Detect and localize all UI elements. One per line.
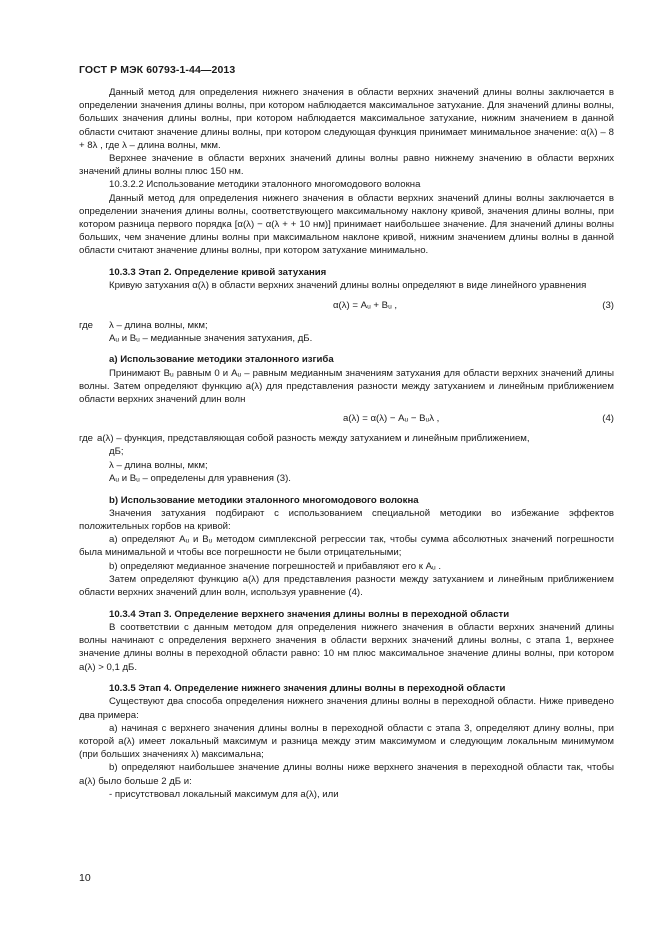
heading-10-3-3: 10.3.3 Этап 2. Определение кривой затухания <box>109 267 327 279</box>
where-item-lambda: λ – длина волны, мкм; <box>109 459 208 471</box>
where-item-au-bu-defined: Aᵤ и Bᵤ – определены для уравнения (3). <box>109 472 291 484</box>
document-header: ГОСТ Р МЭК 60793-1-44—2013 <box>79 64 236 76</box>
equation-3 <box>79 293 614 319</box>
paragraph-reference-multimode: Данный метод для определения нижнего значения в области верхних значений длины волны заключается в определении значения длины волны, соответствующего максимальному наклону кривой, значения длины волны, при котором разница первого порядка [α(λ) − α(λ + + 10 нм)] принимает наибольшее значение. Для значений длины волны больших, чем значение длины волны при максимальном наклоне кривой, нижним значением длины волны в данной области считают значение длины волны, при котором затухание минимально. <box>79 192 614 257</box>
paragraph-upper-transition: В соответствии с данным методом для определения нижнего значения в области верхних значений длины волны начинают с определения верхнего значения в области верхних значений длины волны, с этапа 1, верхнее значение длины волны в переходной области равно: 10 нм плюс максимальное значение длины волны, при котором a(λ) > 0,1 дБ. <box>79 621 614 673</box>
equation-3-number: (3) <box>602 299 614 311</box>
where-item-au-bu: Aᵤ и Bᵤ – медианные значения затухания, дБ. <box>109 332 313 344</box>
where-label: где <box>79 319 94 331</box>
paragraph-then-function: Затем определяют функцию a(λ) для представления разности между затуханием и линейным приближением области верхних значений длин волн, используя уравнение (4). <box>79 573 614 598</box>
equation-4-number: (4) <box>602 413 614 425</box>
where-item-db: дБ; <box>109 446 124 458</box>
heading-b-reference-multimode: b) Использование методики эталонного многомодового волокна <box>109 494 419 506</box>
paragraph-method-b: b) определяют наибольшее значение длины волны ниже верхнего значения в переходной области так, чтобы a(λ) было больше 2 дБ и: <box>79 762 614 787</box>
heading-10-3-4: 10.3.4 Этап 3. Определение верхнего значения длины волны в переходной области <box>109 608 510 620</box>
heading-10-3-5: 10.3.5 Этап 4. Определение нижнего значения длины волны в переходной области <box>109 683 506 695</box>
equation-4 <box>79 406 614 432</box>
paragraph-local-max: - присутствовал локальный максимум для a(λ), или <box>109 788 339 800</box>
page-number: 10 <box>79 872 91 884</box>
equation-4-formula: a(λ) = α(λ) − Aᵤ − Bᵤλ , <box>343 413 440 425</box>
where-item-lambda: λ – длина волны, мкм; <box>109 319 208 331</box>
equation-3-formula: α(λ) = Aᵤ + Bᵤ , <box>333 299 398 311</box>
paragraph-two-methods: Существуют два способа определения нижнего значения длины волны в переходной области. Ниже приведено два примера: <box>79 696 614 721</box>
document-body <box>79 86 614 801</box>
paragraph-item-a-simplex: а) определяют Aᵤ и Bᵤ методом симплексной регрессии так, чтобы сумма абсолютных значений погрешности была минимальной и чтобы все погрешности не были отрицательными; <box>79 534 614 559</box>
heading-a-reference-bend: а) Использование методики эталонного изгиба <box>109 354 334 366</box>
paragraph-accept-bu: Принимают Bᵤ равным 0 и Aᵤ – равным медианным значениям затухания для области верхних значений длины волны. Затем определяют функцию a(λ) для представления разности между затуханием и линейным приближением области верхних значений длин волн <box>79 367 614 406</box>
where-label: где <box>79 433 94 445</box>
paragraph-attenuation-curve: Кривую затухания α(λ) в области верхних значений длины волны определяют в виде линейного уравнения <box>109 280 587 292</box>
where-block-3 <box>79 319 614 345</box>
paragraph-item-b-median: b) определяют медианное значение погрешностей и прибавляют его к Aᵤ . <box>109 560 441 572</box>
paragraph-attenuation-values: Значения затухания подбирают с использованием специальной методики во избежание эффектов положительных горбов на кривой: <box>79 507 614 532</box>
paragraph-method-a: а) начиная с верхнего значения длины волны в переходной области с этапа 3, определяют длину волны, при которой a(λ) имеет локальный максимум и разница между этим максимумом и следующим локальным минимумом (при больших значениях λ) максимальна; <box>79 722 614 761</box>
paragraph-upper-value: Верхнее значение в области верхних значений длины волны равно нижнему значению в области верхних значений длины волны плюс 150 нм. <box>79 153 614 178</box>
paragraph-method-max-attenuation: Данный метод для определения нижнего значения в области верхних значений длины волны заключается в определении значения длины волны, при котором наблюдается максимальное затухание. Для значений длины волны, больших значения длины волны, при котором наблюдается максимальное затухание, нижним значением в данной области считают значение длины волны, при котором следующая функция принимает минимальное значение: α(λ) – 8 + 8λ , где λ – длина волны, мкм. <box>79 87 614 151</box>
where-block-4 <box>79 432 614 485</box>
subsection-10-3-2-2: 10.3.2.2 Использование методики эталонного многомодового волокна <box>109 179 421 191</box>
where-item-a-lambda: a(λ) – функция, представляющая собой разность между затуханием и линейным приближением, <box>97 433 530 445</box>
